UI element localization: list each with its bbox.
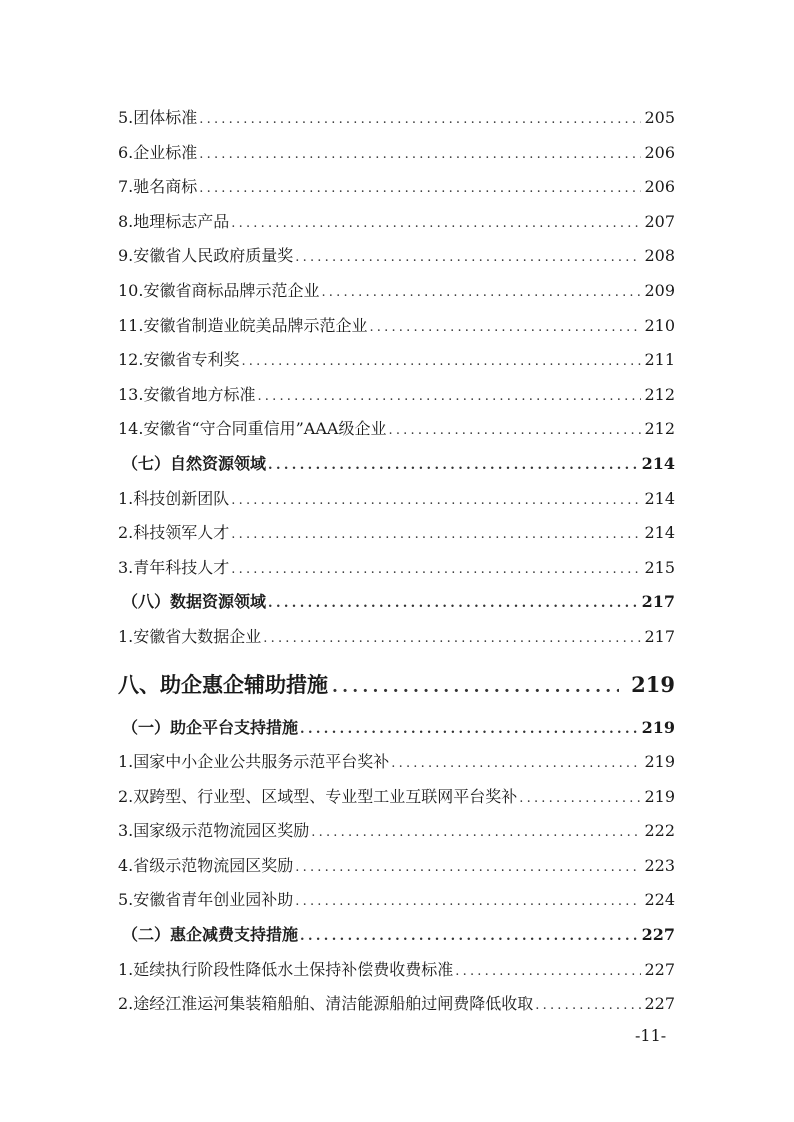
toc-section-entry[interactable] <box>118 655 675 711</box>
toc-subsection-entry[interactable] <box>118 585 675 620</box>
toc-entry-page: 222 <box>644 821 675 841</box>
toc-entry[interactable] <box>118 136 675 171</box>
toc-entry-label: （七）自然资源领域 <box>122 453 267 473</box>
toc-entry-page: 219 <box>644 752 675 772</box>
toc-entry-page: 214 <box>644 488 675 508</box>
toc-entry-page: 212 <box>644 384 675 404</box>
toc-entry-page: 227 <box>641 925 675 945</box>
toc-entry[interactable] <box>118 343 675 378</box>
toc-leader-dots <box>295 851 641 886</box>
toc-entry-label: 14.安徽省“守合同重信用”AAA级企业 <box>118 419 387 439</box>
toc-entry-label: 1.安徽省大数据企业 <box>118 626 262 646</box>
toc-entry-page: 210 <box>644 315 675 335</box>
toc-leader-dots <box>295 885 641 920</box>
toc-leader-dots <box>300 920 639 955</box>
toc-entry[interactable] <box>118 745 675 780</box>
toc-entry-page: 207 <box>644 211 675 231</box>
toc-entry-label: 4.省级示范物流园区奖励 <box>118 855 294 875</box>
toc-entry-page: 219 <box>631 671 675 697</box>
toc-entry-label: （八）数据资源领域 <box>122 592 267 612</box>
toc-entry-label: 2.途经江淮运河集装箱船舶、清洁能源船舶过闸费降低收取 <box>118 994 534 1014</box>
toc-entry-label: 2.科技领军人才 <box>118 523 230 543</box>
toc-leader-dots <box>519 782 641 817</box>
toc-entry-label: 13.安徽省地方标准 <box>118 384 256 404</box>
toc-entry-label: 7.驰名商标 <box>118 177 198 197</box>
toc-leader-dots <box>388 414 641 449</box>
toc-entry-page: 217 <box>644 626 675 646</box>
toc-entry-page: 224 <box>644 890 675 910</box>
toc-leader-dots <box>231 553 641 588</box>
toc-entry[interactable] <box>118 412 675 447</box>
toc-leader-dots <box>391 747 641 782</box>
toc-entry-page: 215 <box>644 557 675 577</box>
toc-entry-page: 214 <box>641 453 675 473</box>
toc-leader-dots <box>321 276 641 311</box>
toc-entry[interactable] <box>118 883 675 918</box>
toc-entry-label: 2.双跨型、行业型、区域型、专业型工业互联网平台奖补 <box>118 786 518 806</box>
toc-leader-dots <box>199 172 641 207</box>
toc-leader-dots <box>455 955 641 990</box>
toc-entry-page: 208 <box>644 246 675 266</box>
toc-entry-label: 1.科技创新团队 <box>118 488 230 508</box>
toc-entry-page: 205 <box>644 108 675 127</box>
toc-leader-dots <box>199 103 641 138</box>
toc-entry-label: 3.青年科技人才 <box>118 557 230 577</box>
toc-entry[interactable] <box>118 849 675 884</box>
toc-entry-label: 5.安徽省青年创业园补助 <box>118 890 294 910</box>
toc-entry-page: 217 <box>641 592 675 612</box>
toc-leader-dots <box>369 311 641 346</box>
toc-entry-label: 1.延续执行阶段性降低水土保持补偿费收费标准 <box>118 959 454 979</box>
toc-entry-label: 10.安徽省商标品牌示范企业 <box>118 280 320 300</box>
toc-entry[interactable] <box>118 101 675 136</box>
toc-entry[interactable] <box>118 551 675 586</box>
toc-entry-page: 206 <box>644 142 675 162</box>
toc-entry[interactable] <box>118 482 675 517</box>
toc-entry-label: 八、助企惠企辅助措施 <box>118 671 328 697</box>
toc-leader-dots <box>231 207 641 242</box>
toc-subsection-entry[interactable] <box>118 447 675 482</box>
toc-entry-page: 212 <box>644 419 675 439</box>
toc-subsection-entry[interactable] <box>118 711 675 746</box>
toc-entry-page: 223 <box>644 855 675 875</box>
toc-entry-label: 3.国家级示范物流园区奖励 <box>118 821 310 841</box>
toc-entry[interactable] <box>118 378 675 413</box>
toc-entry-label: 6.企业标准 <box>118 142 198 162</box>
toc-entry[interactable] <box>118 205 675 240</box>
toc-entry[interactable] <box>118 780 675 815</box>
toc-leader-dots <box>268 449 639 484</box>
toc-leader-dots <box>199 138 641 173</box>
toc-entry-label: （二）惠企减费支持措施 <box>122 925 299 945</box>
toc-entry-label: 8.地理标志产品 <box>118 211 230 231</box>
toc-leader-dots <box>257 380 641 415</box>
toc-entry[interactable] <box>118 620 675 655</box>
toc-leader-dots <box>332 661 619 713</box>
toc-entry-label: 5.团体标准 <box>118 108 198 127</box>
toc-leader-dots <box>311 816 641 851</box>
toc-entry[interactable] <box>118 309 675 344</box>
toc-leader-dots <box>263 622 641 657</box>
toc-entry-label: 12.安徽省专利奖 <box>118 350 240 370</box>
toc-subsection-entry[interactable] <box>118 918 675 953</box>
toc-leader-dots <box>231 484 641 519</box>
toc-entry-page: 206 <box>644 177 675 197</box>
toc-entry[interactable] <box>118 274 675 309</box>
toc-leader-dots <box>241 345 641 380</box>
toc-entry-page: 227 <box>644 994 675 1014</box>
toc-leader-dots <box>231 518 641 553</box>
toc-entry[interactable] <box>118 987 675 1022</box>
toc-entry-page: 214 <box>644 523 675 543</box>
toc-leader-dots <box>268 587 639 622</box>
toc-entry[interactable] <box>118 814 675 849</box>
toc-entry-label: 11.安徽省制造业皖美品牌示范企业 <box>118 315 368 335</box>
toc-entry[interactable] <box>118 239 675 274</box>
table-of-contents <box>118 101 675 1022</box>
toc-leader-dots <box>295 241 641 276</box>
toc-leader-dots <box>535 989 641 1024</box>
toc-entry-label: 1.国家中小企业公共服务示范平台奖补 <box>118 752 390 772</box>
toc-entry-label: 9.安徽省人民政府质量奖 <box>118 246 294 266</box>
toc-entry[interactable] <box>118 170 675 205</box>
page-number: -11- <box>635 1026 667 1045</box>
toc-entry-page: 227 <box>644 959 675 979</box>
toc-entry-page: 209 <box>644 280 675 300</box>
toc-entry[interactable] <box>118 516 675 551</box>
toc-entry-page: 219 <box>641 717 675 737</box>
toc-entry-page: 219 <box>644 786 675 806</box>
toc-entry-page: 211 <box>644 350 675 370</box>
toc-leader-dots <box>300 713 639 748</box>
toc-entry-label: （一）助企平台支持措施 <box>122 717 299 737</box>
toc-entry[interactable] <box>118 953 675 988</box>
